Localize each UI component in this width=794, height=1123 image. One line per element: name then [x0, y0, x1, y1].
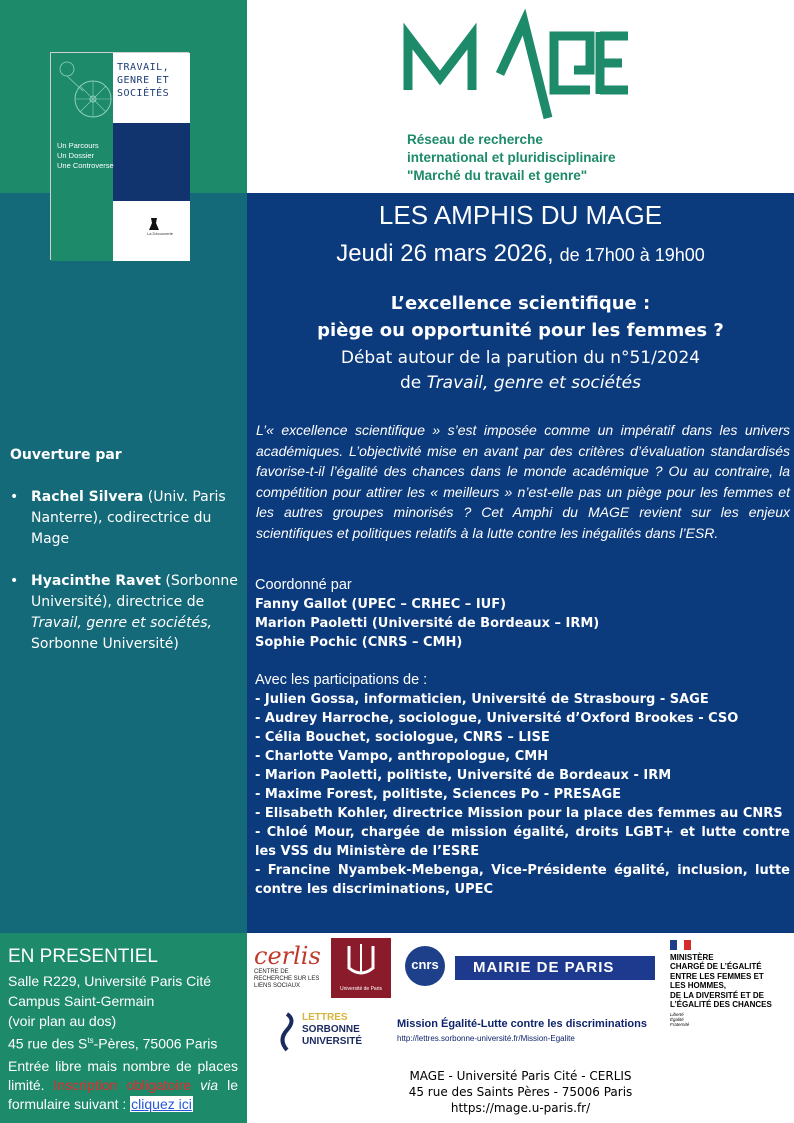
entry-info: Entrée libre mais nombre de places limité. Inscription obligatoire via le formulaire suivant : cliquez ici: [8, 1058, 239, 1112]
participant: - Francine Nyambek-Mebenga, Vice-Présidente égalité, inclusion, lutte contre les discriminations, UPEC: [255, 863, 790, 897]
coordinators-section: [255, 576, 790, 652]
opening-speaker: • Hyacinthe Ravet (Sorbonne Université), directrice de Travail, genre et sociétés, Sorbonne Université): [10, 573, 238, 652]
registration-required: Inscription obligatoire: [53, 1077, 192, 1093]
mairie-paris-logo: MAIRIE DE PARIS: [455, 956, 655, 980]
registration-link[interactable]: cliquez ici: [131, 1096, 192, 1112]
event-date: [247, 240, 794, 268]
upc-emblem-icon: [331, 938, 391, 982]
footer-address: MAGE - Université Paris Cité - CERLIS 45 rue des Saints Pères - 75006 Paris https://mage.u-paris.fr/: [247, 1068, 794, 1116]
attendance-mode: EN PRESENTIEL: [8, 946, 158, 967]
coordinator: Sophie Pochic (CNRS – CMH): [255, 635, 463, 650]
mage-logo-mark: [402, 0, 634, 126]
coordinator: Fanny Gallot (UPEC – CRHEC – IUF): [255, 597, 507, 612]
cerlis-logo: cerlis CENTRE DE RECHERCHE SUR LES LIENS SOCIAUX: [254, 942, 321, 989]
lettres-sorbonne-logo: LETTRES SORBONNE UNIVERSITÉ: [276, 1012, 376, 1054]
universite-paris-logo: Université de Paris: [331, 938, 391, 998]
event-title: L’excellence scientifique : piège ou opportunité pour les femmes ?: [317, 293, 724, 341]
svg-text:MAGE: MAGE: [402, 0, 449, 18]
participant: - Maxime Forest, politiste, Sciences Po - PRESAGE: [255, 787, 622, 802]
publisher-icon: [147, 217, 161, 231]
book-cover: [50, 52, 189, 260]
event-day: Jeudi 26 mars 2026,: [336, 240, 554, 267]
event-time: de 17h00 à 19h00: [559, 245, 705, 265]
participant: - Charlotte Vampo, anthropologue, CMH: [255, 749, 549, 764]
network-description: Réseau de recherche international et pluridisciplinaire "Marché du travail et genre": [407, 132, 616, 183]
opening-label: Ouverture par: [10, 447, 122, 463]
ministere-logo: MINISTÈRE CHARGÉ DE L’ÉGALITÉ ENTRE LES FEMMES ET LES HOMMES, DE LA DIVERSITÉ ET DE L’ÉGALITÉ DES CHANCES Liberté Égalité Fraternité: [670, 940, 792, 1027]
event-abstract: L’« excellence scientifique » s’est imposée comme un impératif dans les univers académiques. L’objectivité mise en avant par des critères d’évaluation standardisés favorise-t-il l’égalité des chances dans le monde académique ? Ou au contraire, la compétition pour attirer les « meilleurs » n’est-elle pas un piège pour les femmes et les autres groupes minorisés ? Cet Amphi du MAGE revient sur les enjeux scientifiques et politiques relatifs à la lutte contre les inégalités dans l’ESR.: [256, 422, 790, 541]
participant: - Marion Paoletti, politiste, Université de Bordeaux - IRM: [255, 768, 672, 783]
participant: - Julien Gossa, informaticien, Université de Strasbourg - SAGE: [255, 692, 709, 707]
participant: - Célia Bouchet, sociologue, CNRS – LISE: [255, 730, 550, 745]
series-title: LES AMPHIS DU MAGE: [378, 200, 663, 230]
cnrs-logo: cnrs: [403, 944, 447, 988]
sorbonne-emblem-icon: [276, 1012, 298, 1052]
mage-logo: [402, 0, 634, 130]
participant: - Elisabeth Kohler, directrice Mission pour la place des femmes au CNRS: [255, 806, 783, 821]
debate-description: Débat autour de la parution du n°51/2024 de Travail, genre et sociétés: [340, 348, 701, 393]
mage-url[interactable]: https://mage.u-paris.fr/: [450, 1101, 591, 1115]
book-title: TRAVAIL, GENRE ET SOCIÉTÉS: [117, 62, 170, 99]
participant: - Chloé Mour, chargée de mission égalité, droits LGBT+ et lutte contre les VSS du Ministère de l’ESRE: [255, 825, 790, 859]
mission-url[interactable]: http://lettres.sorbonne-université.fr/Mission-Egalite: [397, 1034, 575, 1043]
participant: - Audrey Harroche, sociologue, Université d’Oxford Brookes - CSO: [255, 711, 739, 726]
coordinators-label: Coordonné par: [255, 577, 352, 593]
opening-speaker: • Rachel Silvera (Univ. Paris Nanterre), codirectrice du Mage: [10, 489, 226, 547]
participants-label: Avec les participations de :: [255, 672, 428, 688]
mission-egalite: Mission Égalité-Lutte contre les discriminations: [397, 1018, 647, 1030]
left-sidebar-panel: [0, 193, 247, 933]
participants-section: [255, 671, 790, 899]
journal-name: Travail, genre et sociétés: [426, 373, 642, 393]
venue-address: Salle R229, Université Paris Cité Campus Saint-Germain (voir plan au dos) 45 rue des $S^{ts}$-Pères, 75006 Paris: [8, 973, 218, 1052]
book-publisher: La Découverte: [147, 231, 174, 236]
bullet-icon: •: [10, 573, 19, 589]
coordinator: Marion Paoletti (Université de Bordeaux – IRM): [255, 616, 600, 631]
bullet-icon: •: [10, 489, 19, 505]
book-subtitle: Un Parcours Un Dossier Une Controverse: [57, 141, 114, 170]
french-flag-icon: [670, 940, 692, 950]
bicycle-wheel-icon: [53, 57, 111, 121]
